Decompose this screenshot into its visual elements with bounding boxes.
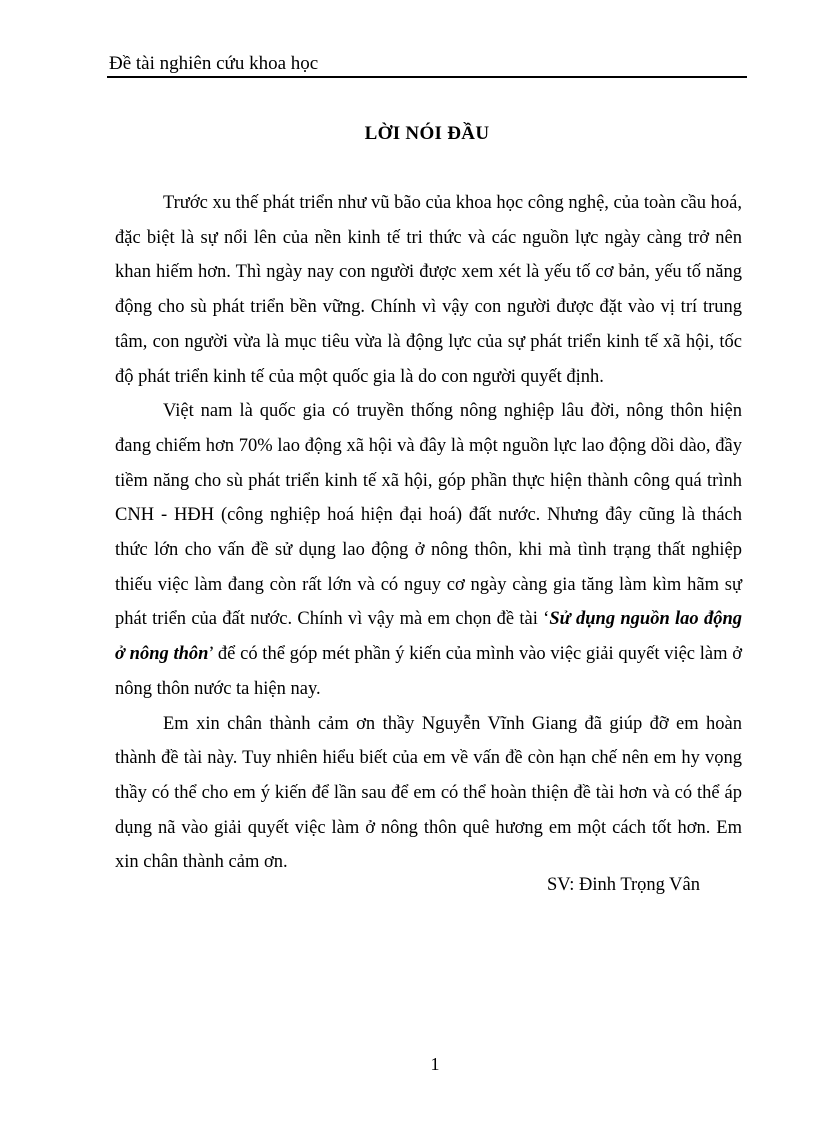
page-header xyxy=(107,52,747,78)
author-signature: SV: Đinh Trọng Vân xyxy=(547,875,701,895)
document-title: LỜI NÓI ĐẦU xyxy=(364,123,490,144)
header-title: Đề tài nghiên cứu khoa học xyxy=(109,53,319,74)
paragraph-2-text-after: ’ để có thể góp mét phần ý kiến của mình vào việc giải quyết việc làm ở nông thôn nước ta hiện nay. xyxy=(115,644,742,699)
paragraph-3: Em xin chân thành cảm ơn thầy Nguyễn Vĩnh Giang đã giúp đỡ em hoàn thành đề tài này. Tuy nhiên hiểu biết của em về vấn đề còn hạn chế nên em hy vọng thầy có thể cho em ý kiến để lần sau để em có thể hoàn thiện đề tài hơn và có thể áp dụng nã vào giải quyết việc làm ở nông thôn quê hương em một cách tốt hơn. Em xin chân thành cảm ơn. xyxy=(115,713,742,873)
page-number: 1 xyxy=(430,1054,440,1074)
paragraph-2 xyxy=(115,394,742,706)
paragraph-2-text-before: Việt nam là quốc gia có truyền thống nông nghiệp lâu đời, nông thôn hiện đang chiếm hơn 70% lao động xã hội và đây là một nguồn lực lao động dồi dào, đầy tiềm năng cho sù phát triển kinh tế xã hội, góp phần thực hiện thành công quá trình CNH - HĐH (công nghiệp hoá hiện đại hoá) đất nước. Nhưng đây cũng là thách thức lớn cho vấn đề sử dụng lao động ở nông thôn, khi mà tình trạng thất nghiệp thiếu việc làm đang còn rất lớn và có nguy cơ ngày càng gia tăng làm kìm hãm sự phát triển của đất nước. Chính vì vậy mà em chọn đề tài ‘ xyxy=(115,401,742,630)
thesis-topic-emphasis: Sử dụng nguồn lao động ở nông thôn xyxy=(115,609,742,665)
document-body xyxy=(115,186,742,880)
paragraph-1: Trước xu thế phát triển như vũ bão của khoa học công nghệ, của toàn cầu hoá, đặc biệt là sự nổi lên của nền kinh tế tri thức và các nguồn lực ngày càng trở nên khan hiếm hơn. Thì ngày nay con người được xem xét là yếu tố cơ bản, yếu tố năng động cho sù phát triển bền vững. Chính vì vậy con người được đặt vào vị trí trung tâm, con người vừa là mục tiêu vừa là động lực của sự phát triển kinh tế xã hội, tốc độ phát triển kinh tế của một quốc gia là do con người quyết định. xyxy=(115,193,742,387)
